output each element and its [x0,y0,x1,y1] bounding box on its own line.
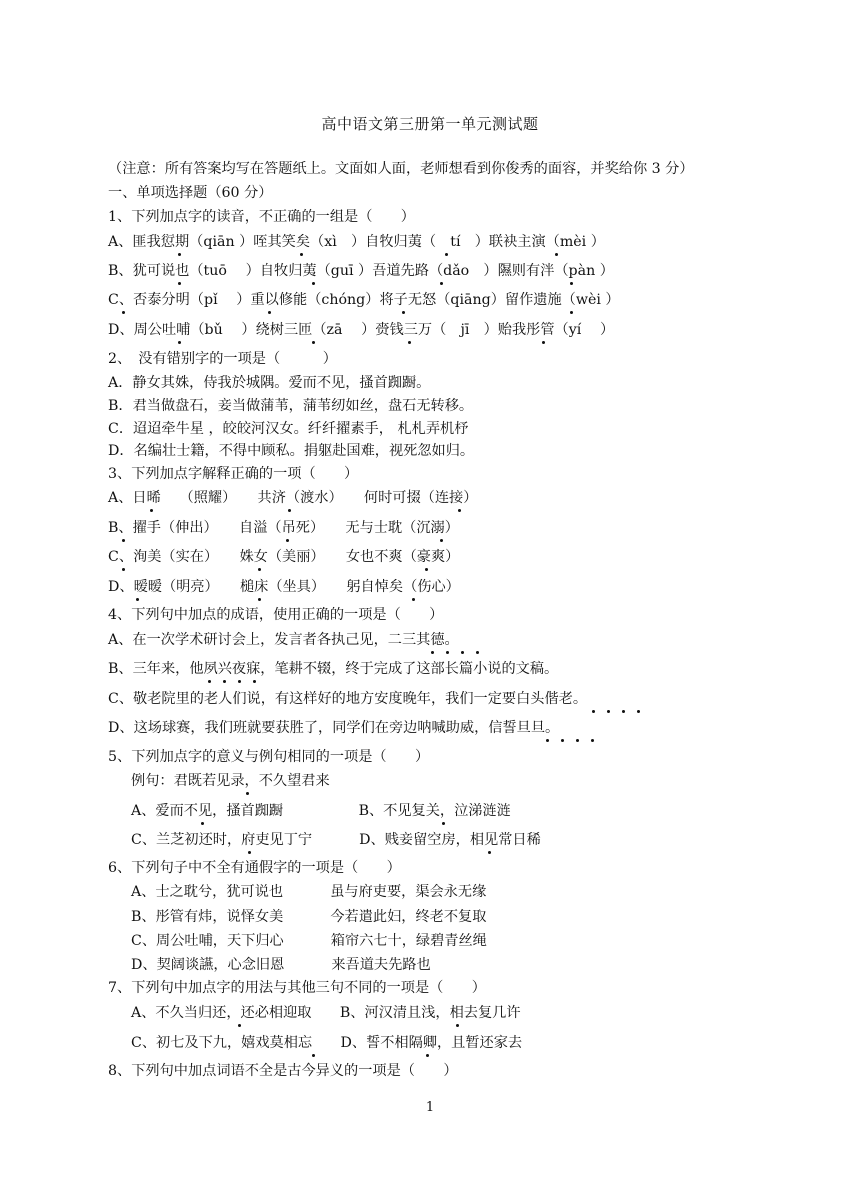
emphasis-dot [637,710,640,713]
emphasis-dot [561,739,564,742]
emphasis-dot [258,568,261,571]
question-2: 2、 没有错别字的一项是（ ） [108,351,337,367]
question-1-option-c: C、否泰分明（pǐ ）重以修能（chóng）将子无怒（qiāng）留作遗施（wèi ） [108,292,620,308]
emphasis-dot [178,282,181,285]
question-4-option-a: A、在一次学术研讨会上，发言者各执己见，二三其德。 [108,632,459,648]
emphasis-dot [122,539,125,542]
emphasis-dot [607,710,610,713]
question-1-option-b: B、犹可说也（tuō ）自牧归荑（guī ）吾道先路（dǎo ）隰则有泮（pàn ） [108,263,614,279]
emphasis-dot [268,311,271,314]
emphasis-dot [456,1024,459,1027]
emphasis-dot [253,680,256,683]
emphasis-dot [136,598,139,601]
page-title: 高中语文第三册第一单元测试题 [321,115,539,133]
question-6-option-a: A、士之耽兮，犹可说也 虽与府吏要，渠会永无缘 [131,884,487,900]
emphasis-dot [286,539,289,542]
emphasis-dot [288,509,291,512]
emphasis-dot [458,509,461,512]
question-3-option-a: A、日晞 （照耀） 共济（渡水） 何时可掇（连接） [108,490,478,506]
question-5-options-cd: C、兰芝初还时，府吏见丁宁 D、贱妾留空房，相见常日稀 [131,832,541,848]
question-6: 6、下列句子中不全有通假字的一项是（ ） [108,860,401,876]
emphasis-dot [408,341,411,344]
question-3: 3、下列加点字解释正确的一项（ ） [108,466,359,482]
emphasis-dot [312,341,315,344]
emphasis-dot [591,739,594,742]
emphasis-dot [246,792,249,795]
question-1: 1、下列加点字的读音，不正确的一组是（ ） [108,209,415,225]
emphasis-dot [622,710,625,713]
emphasis-dot [402,311,405,314]
emphasis-dot [312,282,315,285]
question-1-option-d: D、周公吐哺（bǔ ）绕树三匝（zā ）赍钱三万（ jī ）贻我彤管（yí ） [108,322,615,338]
emphasis-dot [570,282,573,285]
emphasis-dot [440,282,443,285]
emphasis-dot [431,651,434,654]
question-8: 8、下列句中加点词语不全是古今异义的一项是（ ） [108,1063,458,1079]
question-4: 4、下列句中加点的成语，使用正确的一项是（ ） [108,607,444,623]
emphasis-dot [461,651,464,654]
emphasis-dot [440,539,443,542]
emphasis-dot [122,311,125,314]
emphasis-dot [208,680,211,683]
question-1-option-a: A、匪我愆期（qiān ）咥其笑矣（xì ）自牧归荑（ tí ）联袂主演（mèi ） [108,234,605,250]
question-7-options-cd: C、初七及下九，嬉戏莫相忘 D、誓不相隔卿，且暂还家去 [131,1035,523,1051]
emphasis-dot [592,710,595,713]
question-3-option-c: C、洵美（实在） 姝女（美丽） 女也不爽（豪爽） [108,549,460,565]
emphasis-dot [238,680,241,683]
question-5-example: 例句：君既若见录，不久望君来 [131,773,330,789]
emphasis-dot [426,1054,429,1057]
question-3-option-b: B、擢手（伸出） 自溢（吊死） 无与士耽（沉溺） [108,520,459,536]
question-4-option-c: C、敬老院里的老人们说，有这样好的地方安度晚年，我们一定要白头偕老。 [108,691,588,707]
emphasis-dot [476,651,479,654]
emphasis-dot [555,253,558,256]
emphasis-dot [576,739,579,742]
emphasis-dot [178,341,181,344]
instructions-note: （注意：所有答案均写在答题纸上。文面如人面，老师想看到你俊秀的面容，并奖给你 3 分） [108,161,694,177]
question-6-option-b: B、彤管有炜，说怿女美 今若遣此妇，终老不复取 [131,909,487,925]
emphasis-dot [201,822,204,825]
emphasis-dot [445,253,448,256]
question-6-option-d: D、契阔谈讌，心念旧恩 来吾道夫先路也 [131,957,431,973]
question-2-option-a: A．静女其姝，侍我於城隅。爱而不见，搔首踟蹰。 [108,375,431,391]
emphasis-dot [258,598,261,601]
question-4-option-b: B、三年来，他夙兴夜寐，笔耕不辍，终于完成了这部长篇小说的文稿。 [108,661,559,677]
emphasis-dot [178,253,181,256]
emphasis-dot [425,568,428,571]
emphasis-dot [442,822,445,825]
emphasis-dot [238,1024,241,1027]
emphasis-dot [300,253,303,256]
question-5: 5、下列加点字的意义与例句相同的一项是（ ） [108,749,430,765]
emphasis-dot [122,568,125,571]
emphasis-dot [248,851,251,854]
question-2-option-b: B．君当做盘石，妾当做蒲苇，蒲苇纫如丝，盘石无转移。 [108,398,474,414]
section-heading: 一、单项选择题（60 分） [108,185,273,201]
question-7: 7、下列句中加点字的用法与其他三句不同的一项是（ ） [108,980,486,996]
emphasis-dot [488,851,491,854]
emphasis-dot [312,1054,315,1057]
page-number: 1 [425,1100,435,1115]
emphasis-dot [446,651,449,654]
emphasis-dot [570,311,573,314]
question-3-option-d: D、暧暧（明亮） 槌床（坐具） 躬自悼矣（伤心） [108,579,460,595]
emphasis-dot [412,598,415,601]
question-5-options-ab: A、爱而不见，搔首踟蹰 B、不见复关，泣涕涟涟 [131,803,511,819]
emphasis-dot [542,341,545,344]
emphasis-dot [546,739,549,742]
question-7-options-ab: A、不久当归还，还必相迎取 B、河汉清且浅，相去复几许 [131,1005,521,1021]
question-4-option-d: D、这场球赛，我们班就要获胜了，同学们在旁边呐喊助威，信誓旦旦。 [108,720,560,736]
emphasis-dot [223,680,226,683]
question-6-option-c: C、周公吐哺，天下归心 箱帘六七十，绿碧青丝绳 [131,933,487,949]
question-2-option-d: D．名编壮士籍，不得中顾私。捐躯赴国难，视死忽如归。 [108,443,475,459]
emphasis-dot [150,509,153,512]
question-2-option-c: C．迢迢牵牛星 ，皎皎河汉女。纤纤擢素手， 札札弄机杼 [108,421,469,437]
